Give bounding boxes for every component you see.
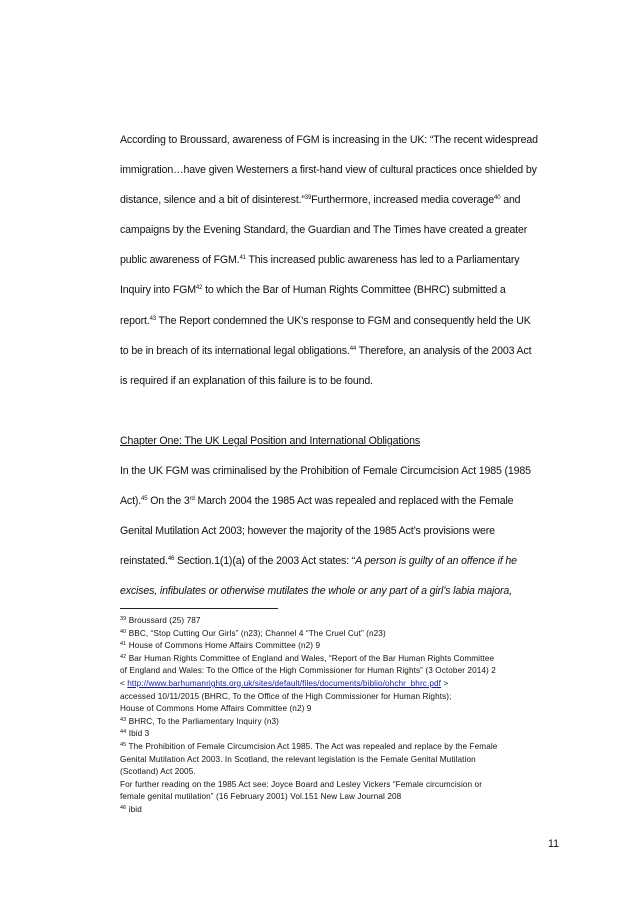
footnote-line: For further reading on the 1985 Act see: Joyce Board and Lesley Vickers “Female circumcision or <box>120 779 483 789</box>
page-number: 11 <box>548 838 559 850</box>
ordinal-suffix: rd <box>189 496 195 503</box>
footnote-line: Genital Mutilation Act 2003. In Scotland, the relevant legislation is the Female Genital Mutilation <box>120 754 476 764</box>
footnote-ref[interactable]: 42 <box>195 285 203 292</box>
footnote-ref[interactable]: 45 <box>141 496 148 503</box>
footnote: $^{40}$ BBC, “Stop Cutting Our Girls” (n23); Channel 4 “The Cruel Cut” (n23) <box>120 628 386 638</box>
footnote-line: (Scotland) Act 2005. <box>120 767 196 777</box>
footnote-ref[interactable]: 43 <box>149 315 156 322</box>
text-line: to be in breach of its international legal obligations.$^{44}$ Therefore, an analysis of the 2003 Act <box>120 344 532 357</box>
footnote-line: female genital mutilation” (16 February 2001) Vol.151 New Law Journal 208 <box>120 792 402 802</box>
text-line: reinstated.$^{46}$ Section.1(1)(a) of the 2003 Act states: “A person is guilty of an offence if he <box>120 555 517 568</box>
footnotes <box>120 615 560 817</box>
text-line: is required if an explanation of this failure is to be found. <box>120 374 373 387</box>
footnote: $^{42}$ Bar Human Rights Committee of England and Wales, “Report of the Bar Human Rights Committee <box>120 653 495 663</box>
footnote: $^{46}$ ibid <box>120 804 142 814</box>
footnote: $^{45}$ The Prohibition of Female Circumcision Act 1985. The Act was repealed and replace by the Female <box>120 741 498 751</box>
text-line: campaigns by the Evening Standard, the Guardian and The Times have created a greater <box>120 224 528 237</box>
footnote-line: < http://www.barhumanrights.org.uk/sites/default/files/documents/biblio/ohchr_bhrc.pdf > <box>120 678 449 688</box>
quoted-statute: A person is guilty of an offence if he <box>355 555 517 568</box>
text-line: In the UK FGM was criminalised by the Prohibition of Female Circumcision Act 1985 (1985 <box>120 465 531 478</box>
footnote-line: of England and Wales: To the Office of the High Commissioner for Human Rights” (3 October 2014) 2 <box>120 666 496 676</box>
text-line: Act).$^{45}$ On the 3rd March 2004 the 1985 Act was repealed and replaced with the Female <box>120 495 514 508</box>
footnote: $^{44}$ Ibid 3 <box>120 729 150 739</box>
body-text <box>120 125 560 607</box>
footnote-line: House of Commons Home Affairs Committee (n2) 9 <box>120 704 312 714</box>
quoted-statute: excises, infibulates or otherwise mutilates the whole or any part of a girl’s labia majora, <box>120 585 512 598</box>
footnote-line: accessed 10/11/2015 (BHRC, To the Office of the High Commissioner for Human Rights); <box>120 691 452 701</box>
footnote-separator <box>120 608 278 609</box>
text-line: Inquiry into FGM$^{42}$ to which the Bar of Human Rights Committee (BHRC) submitted a <box>120 284 506 297</box>
footnote: $^{41}$ House of Commons Home Affairs Committee (n2) 9 <box>120 641 321 651</box>
footnote-ref[interactable]: 39 <box>304 195 312 202</box>
footnote-ref[interactable]: 44 <box>349 345 357 352</box>
text-line: Genital Mutilation Act 2003; however the majority of the 1985 Act’s provisions were <box>120 525 495 538</box>
footnote: $^{39}$ Broussard (25) 787 <box>120 616 201 625</box>
text-line: immigration…have given Westerners a first-hand view of cultural practices once shielded by <box>120 164 537 177</box>
text-line: According to Broussard, awareness of FGM is increasing in the UK: “The recent widespread <box>120 134 538 146</box>
footnote-ref[interactable]: 46 <box>167 556 175 563</box>
footnote-ref[interactable]: 41 <box>239 255 246 262</box>
section-heading: Chapter One: The UK Legal Position and International Obligations <box>120 434 420 447</box>
bhrc-report-link[interactable]: http://www.barhumanrights.org.uk/sites/default/files/documents/biblio/ohchr_bhrc.pdf <box>127 678 442 688</box>
text-line: distance, silence and a bit of disinterest.”$^{39}$Furthermore, increased media coverage$^{40}$ and <box>120 194 521 207</box>
text-line: public awareness of FGM.$^{41}$ This increased public awareness has led to a Parliamentary <box>120 254 520 267</box>
footnote: $^{43}$ BHRC, To the Parliamentary Inquiry (n3) <box>120 716 279 726</box>
footnote-ref[interactable]: 40 <box>494 195 501 202</box>
paragraph-gap <box>120 396 560 426</box>
text-line: report.$^{43}$ The Report condemned the UK’s response to FGM and consequently held the UK <box>120 314 531 327</box>
